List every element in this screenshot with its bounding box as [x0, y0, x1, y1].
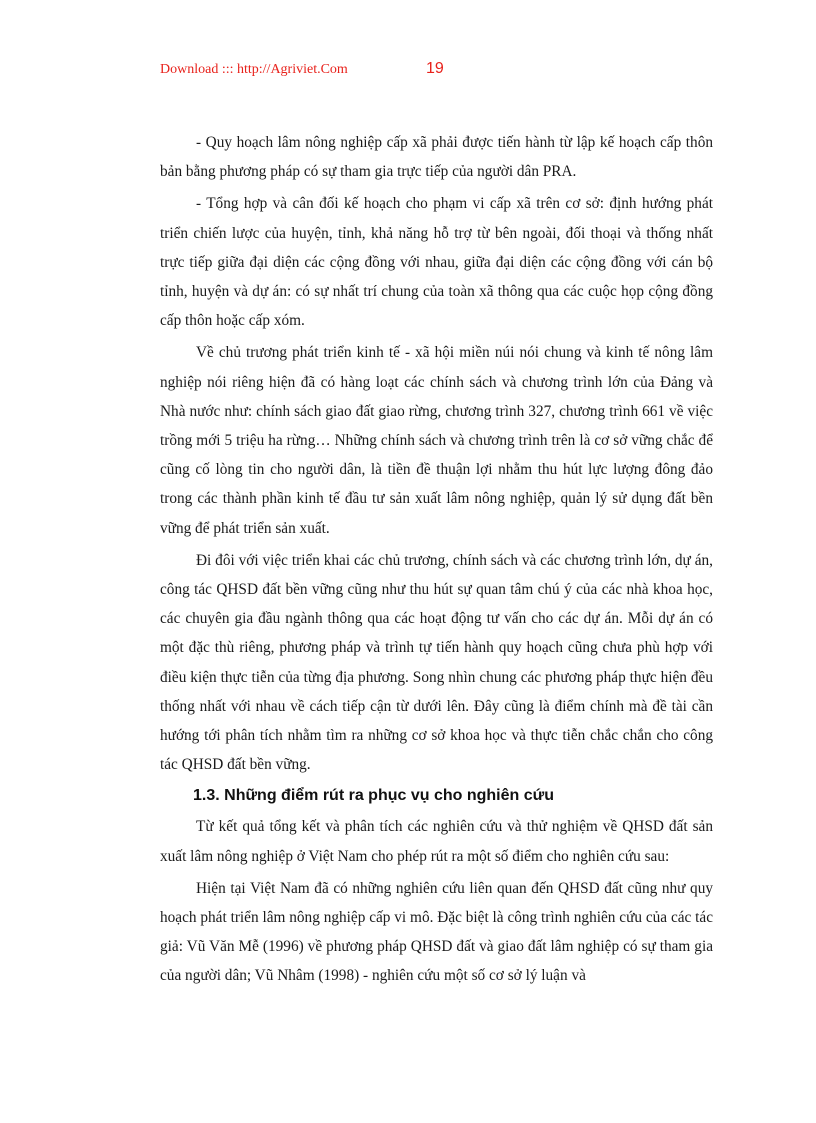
paragraph: - Quy hoạch lâm nông nghiệp cấp xã phải được tiến hành từ lập kế hoạch cấp thôn bản bằng phương pháp có sự tham gia trực tiếp của người dân PRA. [160, 134, 713, 181]
paragraph: Về chủ trương phát triển kinh tế - xã hội miền núi nói chung và kinh tế nông lâm nghiệp nói riêng hiện đã có hàng loạt các chính sách và chương trình lớn của Đảng và Nhà nước như: chính sách giao đất giao rừng, chương trình 327, chương trình 661 về việc trồng mới 5 triệu ha rừng… Những chính sách và chương trình trên là cơ sở vững chắc để cũng cố lòng tin cho người dân, là tiền đề thuận lợi nhằm thu hút lực lượng đông đảo trong các thành phần kinh tế đầu tư sản xuất lâm nông nghiệp, quản lý sử dụng đất bền vững để phát triển sản xuất. [160, 344, 713, 537]
page-number: 19 [426, 60, 444, 77]
paragraph: Đi đôi với việc triển khai các chủ trương, chính sách và các chương trình lớn, dự án, công tác QHSD đất bền vững cũng như thu hút sự quan tâm chú ý của các nhà khoa học, các chuyên gia đầu ngành thông qua các hoạt động tư vấn cho các dự án. Mỗi dự án có một đặc thù riêng, phương pháp và trình tự tiến hành quy hoạch cũng chưa phù hợp với điều kiện thực tiễn của từng địa phương. Song nhìn chung các phương pháp thực hiện đều thống nhất với nhau về cách tiếp cận từ dưới lên. Đây cũng là điểm chính mà đề tài cần hướng tới phân tích nhằm tìm ra những cơ sở khoa học và thực tiễn chắc chắn cho công tác QHSD đất bền vững. [160, 551, 713, 774]
paragraph: Từ kết quả tổng kết và phân tích các nghiên cứu và thử nghiệm về QHSD đất sản xuất lâm nông nghiệp ở Việt Nam cho phép rút ra một số điểm cho nghiên cứu sau: [160, 818, 713, 865]
page-header [160, 60, 560, 80]
paragraph: Hiện tại Việt Nam đã có những nghiên cứu liên quan đến QHSD đất cũng như quy hoạch phát triển lâm nông nghiệp cấp vi mô. Đặc biệt là công trình nghiên cứu của các tác giả: Vũ Văn Mễ (1996) về phương pháp QHSD đất và giao đất lâm nghiệp có sự tham gia của người dân; Vũ Nhâm (1998) - nghiên cứu một số cơ sở lý luận và [160, 879, 713, 985]
section-heading: 1.3. Những điểm rút ra phục vụ cho nghiên cứu [193, 787, 554, 805]
paragraph: - Tổng hợp và cân đối kế hoạch cho phạm vi cấp xã trên cơ sở: định hướng phát triển chiến lược của huyện, tỉnh, khả năng hỗ trợ từ bên ngoài, đối thoại và thống nhất trực tiếp giữa đại diện các cộng đồng với nhau, giữa đại diện các cộng đồng với cán bộ tỉnh, huyện và dự án: có sự nhất trí chung của toàn xã thông qua các cuộc họp cộng đồng cấp thôn hoặc cấp xóm. [160, 195, 713, 330]
document-body [160, 128, 713, 994]
download-link[interactable]: Download ::: http://Agriviet.Com [160, 62, 348, 77]
